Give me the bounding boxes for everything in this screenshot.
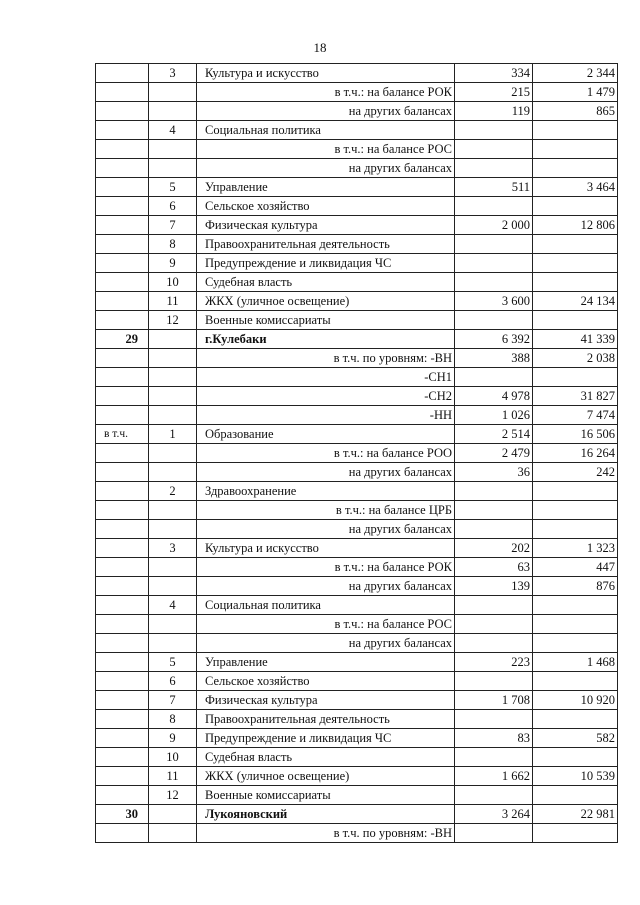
value-1-cell [455, 197, 533, 216]
item-label-cell: -НН [197, 406, 455, 425]
value-2-cell [533, 140, 618, 159]
item-number-cell [149, 406, 197, 425]
value-2-cell: 2 038 [533, 349, 618, 368]
value-1-cell [455, 140, 533, 159]
region-number-cell: в т.ч. [96, 425, 149, 444]
table-row [96, 691, 618, 710]
item-label-cell: в т.ч.: на балансе РОК [197, 558, 455, 577]
region-number-cell [96, 767, 149, 786]
value-1-cell [455, 672, 533, 691]
table-row [96, 330, 618, 349]
region-number-cell [96, 634, 149, 653]
value-1-cell [455, 254, 533, 273]
value-1-cell: 139 [455, 577, 533, 596]
table-row [96, 558, 618, 577]
item-label-cell: Сельское хозяйство [197, 672, 455, 691]
item-number-cell [149, 463, 197, 482]
item-number-cell [149, 558, 197, 577]
region-number-cell [96, 197, 149, 216]
table-row [96, 786, 618, 805]
region-number-cell [96, 292, 149, 311]
item-number-cell: 2 [149, 482, 197, 501]
region-number-cell [96, 729, 149, 748]
item-number-cell: 3 [149, 64, 197, 83]
item-number-cell: 9 [149, 729, 197, 748]
value-1-cell [455, 235, 533, 254]
item-label-cell: Судебная власть [197, 273, 455, 292]
value-1-cell [455, 710, 533, 729]
item-number-cell [149, 83, 197, 102]
table-row [96, 406, 618, 425]
item-label-cell: на других балансах [197, 102, 455, 121]
value-1-cell [455, 501, 533, 520]
value-1-cell: 388 [455, 349, 533, 368]
region-number-cell [96, 520, 149, 539]
value-2-cell: 16 264 [533, 444, 618, 463]
region-number-cell [96, 406, 149, 425]
item-number-cell [149, 159, 197, 178]
value-2-cell: 242 [533, 463, 618, 482]
item-label-cell: Сельское хозяйство [197, 197, 455, 216]
item-number-cell: 9 [149, 254, 197, 273]
region-number-cell [96, 368, 149, 387]
table-row [96, 444, 618, 463]
page-number: 18 [313, 40, 327, 55]
item-number-cell [149, 387, 197, 406]
value-1-cell [455, 482, 533, 501]
value-1-cell [455, 273, 533, 292]
item-label-cell: Судебная власть [197, 748, 455, 767]
value-2-cell [533, 520, 618, 539]
item-number-cell: 4 [149, 121, 197, 140]
item-label-cell: Предупреждение и ликвидация ЧС [197, 729, 455, 748]
table-row [96, 672, 618, 691]
region-number-cell [96, 254, 149, 273]
value-2-cell: 22 981 [533, 805, 618, 824]
value-2-cell [533, 197, 618, 216]
value-1-cell: 4 978 [455, 387, 533, 406]
region-number-cell [96, 178, 149, 197]
table-row [96, 425, 618, 444]
region-number-cell [96, 83, 149, 102]
value-1-cell [455, 159, 533, 178]
region-number-cell [96, 558, 149, 577]
table-row [96, 216, 618, 235]
value-2-cell [533, 615, 618, 634]
table-row [96, 235, 618, 254]
value-2-cell [533, 235, 618, 254]
item-label-cell: ЖКХ (уличное освещение) [197, 767, 455, 786]
value-1-cell: 1 708 [455, 691, 533, 710]
table-row [96, 273, 618, 292]
item-number-cell: 3 [149, 539, 197, 558]
item-label-cell: Физическая культура [197, 216, 455, 235]
value-1-cell: 119 [455, 102, 533, 121]
table-row [96, 463, 618, 482]
value-2-cell [533, 596, 618, 615]
region-number-cell [96, 235, 149, 254]
value-1-cell [455, 121, 533, 140]
table-row [96, 83, 618, 102]
item-number-cell [149, 805, 197, 824]
item-number-cell: 7 [149, 216, 197, 235]
region-number-cell [96, 64, 149, 83]
value-2-cell [533, 482, 618, 501]
table-row [96, 653, 618, 672]
region-number-cell [96, 710, 149, 729]
table-row [96, 349, 618, 368]
item-label-cell: Военные комиссариаты [197, 786, 455, 805]
item-number-cell: 10 [149, 273, 197, 292]
value-2-cell [533, 254, 618, 273]
value-2-cell: 3 464 [533, 178, 618, 197]
item-label-cell: на других балансах [197, 634, 455, 653]
table-row [96, 159, 618, 178]
region-number-cell [96, 691, 149, 710]
item-number-cell: 10 [149, 748, 197, 767]
item-number-cell [149, 102, 197, 121]
region-number-cell [96, 653, 149, 672]
item-label-cell: на других балансах [197, 159, 455, 178]
value-1-cell [455, 311, 533, 330]
value-1-cell: 3 264 [455, 805, 533, 824]
value-2-cell: 10 539 [533, 767, 618, 786]
value-1-cell: 2 000 [455, 216, 533, 235]
table-row [96, 197, 618, 216]
value-2-cell [533, 273, 618, 292]
region-number-cell [96, 615, 149, 634]
value-1-cell: 36 [455, 463, 533, 482]
value-2-cell: 10 920 [533, 691, 618, 710]
value-2-cell: 12 806 [533, 216, 618, 235]
item-label-cell: Управление [197, 178, 455, 197]
value-2-cell: 1 479 [533, 83, 618, 102]
table-row [96, 501, 618, 520]
value-1-cell [455, 368, 533, 387]
value-2-cell: 865 [533, 102, 618, 121]
region-number-cell: 30 [96, 805, 149, 824]
table-row [96, 178, 618, 197]
item-number-cell: 5 [149, 653, 197, 672]
item-label-cell: на других балансах [197, 463, 455, 482]
value-1-cell [455, 634, 533, 653]
item-label-cell: -СН1 [197, 368, 455, 387]
item-number-cell [149, 634, 197, 653]
region-number-cell [96, 539, 149, 558]
item-label-cell: Лукояновский [197, 805, 455, 824]
value-2-cell [533, 159, 618, 178]
value-2-cell [533, 786, 618, 805]
item-label-cell: Управление [197, 653, 455, 672]
table-row [96, 577, 618, 596]
item-number-cell [149, 368, 197, 387]
item-number-cell: 12 [149, 786, 197, 805]
value-1-cell: 202 [455, 539, 533, 558]
item-number-cell [149, 577, 197, 596]
value-1-cell: 1 026 [455, 406, 533, 425]
value-2-cell: 41 339 [533, 330, 618, 349]
value-1-cell: 6 392 [455, 330, 533, 349]
region-number-cell [96, 444, 149, 463]
item-label-cell: Правоохранительная деятельность [197, 235, 455, 254]
region-number-cell [96, 387, 149, 406]
value-1-cell: 215 [455, 83, 533, 102]
value-2-cell [533, 748, 618, 767]
value-2-cell [533, 824, 618, 843]
item-label-cell: Здравоохранение [197, 482, 455, 501]
item-number-cell: 1 [149, 425, 197, 444]
region-number-cell [96, 140, 149, 159]
value-1-cell: 83 [455, 729, 533, 748]
item-number-cell [149, 349, 197, 368]
item-label-cell: в т.ч. по уровням: -ВН [197, 349, 455, 368]
item-label-cell: ЖКХ (уличное освещение) [197, 292, 455, 311]
item-number-cell [149, 444, 197, 463]
value-2-cell [533, 121, 618, 140]
region-number-cell [96, 311, 149, 330]
value-1-cell: 334 [455, 64, 533, 83]
region-number-cell [96, 349, 149, 368]
item-number-cell: 6 [149, 197, 197, 216]
region-number-cell [96, 748, 149, 767]
table-row [96, 748, 618, 767]
item-number-cell: 5 [149, 178, 197, 197]
table-row [96, 311, 618, 330]
value-2-cell: 582 [533, 729, 618, 748]
value-2-cell [533, 710, 618, 729]
value-1-cell: 1 662 [455, 767, 533, 786]
table-row [96, 292, 618, 311]
region-number-cell: 29 [96, 330, 149, 349]
item-number-cell [149, 520, 197, 539]
budget-table [95, 63, 618, 843]
value-2-cell: 2 344 [533, 64, 618, 83]
table-row [96, 767, 618, 786]
region-number-cell [96, 102, 149, 121]
region-number-cell [96, 482, 149, 501]
value-2-cell: 31 827 [533, 387, 618, 406]
item-number-cell: 8 [149, 235, 197, 254]
value-2-cell: 447 [533, 558, 618, 577]
value-2-cell: 24 134 [533, 292, 618, 311]
budget-table-body [96, 64, 618, 843]
item-label-cell: Культура и искусство [197, 64, 455, 83]
value-2-cell [533, 634, 618, 653]
value-1-cell: 2 479 [455, 444, 533, 463]
region-number-cell [96, 596, 149, 615]
region-number-cell [96, 121, 149, 140]
value-2-cell [533, 672, 618, 691]
item-number-cell [149, 330, 197, 349]
region-number-cell [96, 463, 149, 482]
value-2-cell: 7 474 [533, 406, 618, 425]
table-row [96, 539, 618, 558]
item-label-cell: Социальная политика [197, 596, 455, 615]
item-number-cell [149, 824, 197, 843]
item-label-cell: на других балансах [197, 577, 455, 596]
value-1-cell [455, 786, 533, 805]
table-row [96, 729, 618, 748]
item-label-cell: в т.ч.: на балансе ЦРБ [197, 501, 455, 520]
table-row [96, 520, 618, 539]
item-label-cell: г.Кулебаки [197, 330, 455, 349]
value-2-cell: 16 506 [533, 425, 618, 444]
item-label-cell: в т.ч.: на балансе РОС [197, 615, 455, 634]
table-row [96, 140, 618, 159]
table-row [96, 387, 618, 406]
table-row [96, 482, 618, 501]
item-label-cell: Предупреждение и ликвидация ЧС [197, 254, 455, 273]
table-row [96, 596, 618, 615]
value-1-cell [455, 520, 533, 539]
value-1-cell: 2 514 [455, 425, 533, 444]
value-2-cell [533, 501, 618, 520]
value-2-cell [533, 311, 618, 330]
value-1-cell: 511 [455, 178, 533, 197]
value-2-cell: 1 468 [533, 653, 618, 672]
region-number-cell [96, 159, 149, 178]
table-row [96, 64, 618, 83]
value-1-cell [455, 824, 533, 843]
item-number-cell: 11 [149, 767, 197, 786]
region-number-cell [96, 786, 149, 805]
item-number-cell: 7 [149, 691, 197, 710]
table-row [96, 824, 618, 843]
table-row [96, 710, 618, 729]
item-number-cell: 4 [149, 596, 197, 615]
region-number-cell [96, 824, 149, 843]
item-number-cell: 11 [149, 292, 197, 311]
value-1-cell [455, 596, 533, 615]
item-number-cell [149, 140, 197, 159]
item-label-cell: Социальная политика [197, 121, 455, 140]
value-2-cell [533, 368, 618, 387]
item-label-cell: -СН2 [197, 387, 455, 406]
value-1-cell: 223 [455, 653, 533, 672]
value-1-cell: 63 [455, 558, 533, 577]
item-label-cell: Военные комиссариаты [197, 311, 455, 330]
item-label-cell: Правоохранительная деятельность [197, 710, 455, 729]
table-row [96, 121, 618, 140]
item-number-cell [149, 615, 197, 634]
table-row [96, 805, 618, 824]
item-label-cell: на других балансах [197, 520, 455, 539]
item-label-cell: Образование [197, 425, 455, 444]
table-row [96, 102, 618, 121]
table-row [96, 634, 618, 653]
item-label-cell: Физическая культура [197, 691, 455, 710]
item-number-cell: 12 [149, 311, 197, 330]
item-label-cell: в т.ч.: на балансе РОО [197, 444, 455, 463]
region-number-cell [96, 216, 149, 235]
item-label-cell: в т.ч.: на балансе РОС [197, 140, 455, 159]
value-1-cell [455, 615, 533, 634]
item-label-cell: в т.ч. по уровням: -ВН [197, 824, 455, 843]
item-number-cell: 8 [149, 710, 197, 729]
item-label-cell: в т.ч.: на балансе РОК [197, 83, 455, 102]
table-row [96, 615, 618, 634]
region-number-cell [96, 273, 149, 292]
region-number-cell [96, 577, 149, 596]
value-1-cell [455, 748, 533, 767]
table-row [96, 368, 618, 387]
value-1-cell: 3 600 [455, 292, 533, 311]
item-number-cell [149, 501, 197, 520]
value-2-cell: 876 [533, 577, 618, 596]
item-label-cell: Культура и искусство [197, 539, 455, 558]
item-number-cell: 6 [149, 672, 197, 691]
region-number-cell [96, 672, 149, 691]
value-2-cell: 1 323 [533, 539, 618, 558]
table-row [96, 254, 618, 273]
region-number-cell [96, 501, 149, 520]
